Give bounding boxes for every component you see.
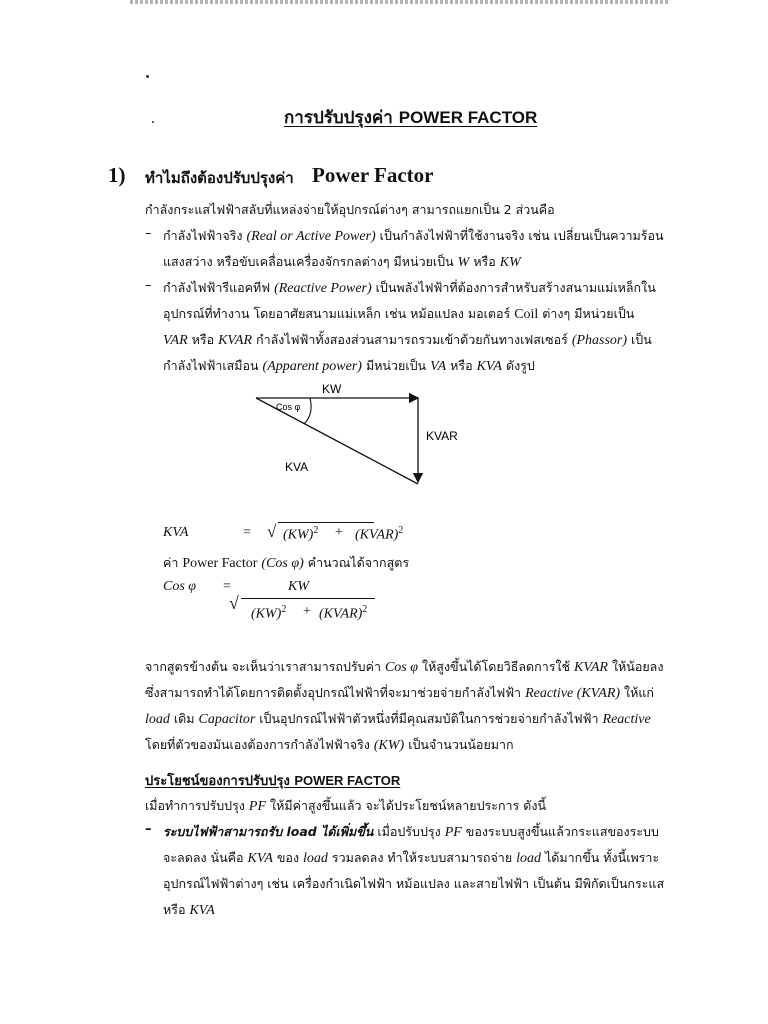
- scan-artifact-strip: [130, 0, 670, 4]
- sqrt-sign: √: [229, 593, 239, 613]
- scan-speck: [146, 75, 149, 78]
- text: เมื่อทำการปรับปรุง: [145, 798, 245, 813]
- kw-squared: [251, 604, 286, 623]
- text: KVA: [189, 903, 215, 918]
- text: กำลังไฟฟ้าทั้งสองส่วนสามารถรวมเข้าด้วยกันทางเฟสเซอร์: [256, 332, 568, 347]
- text: ได้มากขึ้น ทั้งนี้เพราะ: [545, 850, 660, 865]
- text: จะลดลง นั่นคือ: [163, 850, 244, 865]
- bullet1-line2: [163, 252, 521, 272]
- text: อุปกรณ์ที่ทำงาน โดยอาศัยสนามแม่เหล็ก เช่น หม้อแปลง มอเตอร์: [163, 306, 511, 321]
- section1-heading: [0, 163, 768, 191]
- text: KVA: [476, 359, 502, 374]
- text: load: [303, 851, 328, 866]
- equals-sign: =: [243, 525, 251, 540]
- kva-symbol: KVA: [163, 525, 189, 540]
- equals-sign: =: [223, 579, 231, 594]
- text: ค่า: [163, 555, 179, 570]
- text: ประโยชน์ของการปรับปรุง: [145, 774, 290, 789]
- label-kva: KVA: [285, 460, 309, 474]
- text: เป็นกำลังไฟฟ้าที่ใช้งานจริง เช่น เปลี่ยนเป็นความร้อน: [379, 228, 664, 243]
- page-title: [284, 104, 537, 131]
- cos-phi-symbol: Cos φ: [163, 579, 197, 594]
- text: หรือ: [163, 902, 186, 917]
- sqrt-sign: √: [267, 522, 277, 541]
- text: จากสูตรข้างต้น จะเห็นว่าเราสามารถปรับค่า: [145, 659, 381, 674]
- formula-kva: [163, 522, 483, 549]
- text: (KW): [373, 738, 405, 753]
- text: Reactive: [602, 712, 651, 727]
- text: ต่างๆ มีหน่วยเป็น: [542, 306, 635, 321]
- scan-speck: [152, 121, 154, 123]
- text: ของระบบสูงขึ้นแล้วกระแสของระบบ: [465, 824, 659, 839]
- title-thai: การปรับปรุงค่า: [284, 108, 393, 128]
- section1-number: 1): [108, 163, 126, 187]
- bullet2-line3: [163, 330, 652, 350]
- title-en: POWER FACTOR: [398, 108, 538, 127]
- text: Power Factor: [182, 556, 258, 571]
- text: (Cos φ): [261, 556, 304, 571]
- text: หรือ: [473, 254, 496, 269]
- text: (KW): [283, 527, 314, 543]
- text: เมื่อปรับปรุง: [377, 824, 441, 839]
- text: 2: [362, 604, 368, 615]
- text: โดยที่ตัวของมันเองต้องการกำลังไฟฟ้าจริง: [145, 737, 370, 752]
- benefit1-line2: [163, 848, 659, 868]
- text: เป็นจำนวนน้อยมาก: [408, 737, 514, 752]
- text: VA: [430, 359, 447, 374]
- text: รวมลดลง ทำให้ระบบสามารถจ่าย: [331, 850, 513, 865]
- formula-cos-phi: [163, 579, 483, 625]
- kvar-squared: [319, 604, 367, 623]
- kw-squared: [283, 525, 318, 544]
- text: ของ: [276, 850, 300, 865]
- bullet2-line4: [163, 356, 535, 376]
- text: ดังรูป: [505, 358, 535, 373]
- text: POWER FACTOR: [294, 773, 401, 788]
- text: เป็นพลังไฟฟ้าที่ต้องการสำหรับสร้างสนามแม่เหล็กใน: [375, 280, 656, 295]
- section2-intro: [145, 796, 546, 816]
- text: ซึ่งสามารถทำได้โดยการติดตั้งอุปกรณ์ไฟฟ้าที่จะมาช่วยจ่ายกำลังไฟฟ้า: [145, 685, 522, 700]
- text: กำลังไฟฟ้ารีแอคทีฟ: [163, 280, 271, 295]
- power-triangle-diagram: [240, 378, 480, 498]
- paragraph-line4: [145, 735, 514, 755]
- text: (Reactive Power): [274, 281, 372, 296]
- text: หรือ: [191, 332, 215, 347]
- bullet-dash: –: [145, 822, 152, 837]
- text: KVAR: [218, 333, 253, 348]
- text: 2: [281, 604, 287, 615]
- section1-heading-en: Power Factor: [312, 163, 434, 187]
- text: ให้น้อยลง: [611, 659, 664, 674]
- text: load: [516, 851, 542, 866]
- text: VAR: [163, 333, 188, 348]
- text: Cos φ: [384, 660, 418, 675]
- text: เป็นอุปกรณ์ไฟฟ้าตัวหนึ่งที่มีคุณสมบัติในการช่วยจ่ายกำลังไฟฟ้า: [259, 711, 599, 726]
- text: Coil: [514, 307, 539, 322]
- label-kvar: KVAR: [426, 429, 458, 443]
- sqrt-bar: [241, 598, 375, 599]
- text: (KVAR): [319, 606, 363, 622]
- text: (KVAR): [355, 527, 399, 543]
- phi-angle-arc: [304, 398, 311, 424]
- text: คำนวณได้จากสูตร: [307, 555, 410, 570]
- text: load: [145, 712, 170, 727]
- pf-calc-line: [163, 553, 409, 573]
- benefit1-line1: [163, 822, 659, 842]
- section2-heading: [145, 770, 400, 791]
- bullet-dash: –: [145, 226, 152, 241]
- text: KVAR: [574, 660, 608, 675]
- text: กำลังไฟฟ้าเสมือน: [163, 358, 259, 373]
- section1-intro: กำลังกระแสไฟฟ้าสลับที่แหล่งจ่ายให้อุปกรณ์ต่างๆ สามารถแยกเป็น 2 ส่วนคือ: [145, 202, 555, 217]
- text: (Real or Active Power): [246, 229, 376, 244]
- bullet2-line1: [163, 278, 656, 298]
- label-kw: KW: [322, 382, 342, 396]
- text: ให้สูงขึ้นได้โดยวิธีลดการใช้: [421, 659, 571, 674]
- text: ระบบไฟฟ้าสามารถรับ load ได้เพิ่มขึ้น: [163, 824, 374, 839]
- text: เป็น: [631, 332, 652, 347]
- plus-sign: +: [335, 525, 343, 540]
- section1-heading-thai: ทำไมถึงต้องปรับปรุงค่า: [145, 169, 294, 187]
- paragraph-line2: [145, 683, 654, 703]
- text: PF: [444, 825, 462, 840]
- benefit1-line4: [163, 900, 215, 920]
- text: แสงสว่าง หรือขับเคลื่อนเครื่องจักรกลต่างๆ มีหน่วยเป็น: [163, 254, 454, 269]
- text: ให้แก่: [624, 685, 654, 700]
- text: (KW): [251, 606, 282, 622]
- text: กำลังไฟฟ้าจริง: [163, 228, 243, 243]
- benefit1-line3: อุปกรณ์ไฟฟ้าต่างๆ เช่น เครื่องกำเนิดไฟฟ้า หม้อแปลง และสายไฟฟ้า เป็นต้น มีพิกัดเป็นกระแส: [163, 876, 665, 891]
- text: หรือ: [450, 358, 473, 373]
- text: KVA: [247, 851, 273, 866]
- bullet1-line1: [163, 226, 664, 246]
- text: (Apparent power): [262, 359, 362, 374]
- numerator-kw: KW: [288, 579, 309, 594]
- plus-sign: +: [303, 604, 311, 619]
- text: PF: [248, 799, 267, 814]
- text: เดิม: [173, 711, 195, 726]
- text: 2: [398, 525, 404, 536]
- paragraph-line3: [145, 709, 651, 729]
- text: มีหน่วยเป็น: [365, 358, 427, 373]
- text: Reactive (KVAR): [525, 686, 621, 701]
- text: Capacitor: [198, 712, 256, 727]
- text: W: [457, 255, 470, 270]
- bullet2-line2: [163, 304, 634, 324]
- paragraph-line1: [145, 657, 663, 677]
- label-cos-phi: Cos φ: [276, 402, 301, 412]
- text: ให้มีค่าสูงขึ้นแล้ว จะได้ประโยชน์หลายประการ ดังนี้: [270, 798, 547, 813]
- kvar-squared: [355, 525, 403, 544]
- text: KW: [499, 255, 521, 270]
- sqrt-bar: [278, 522, 374, 523]
- text: (Phassor): [571, 333, 628, 348]
- text: 2: [313, 525, 319, 536]
- bullet-dash: –: [145, 278, 152, 293]
